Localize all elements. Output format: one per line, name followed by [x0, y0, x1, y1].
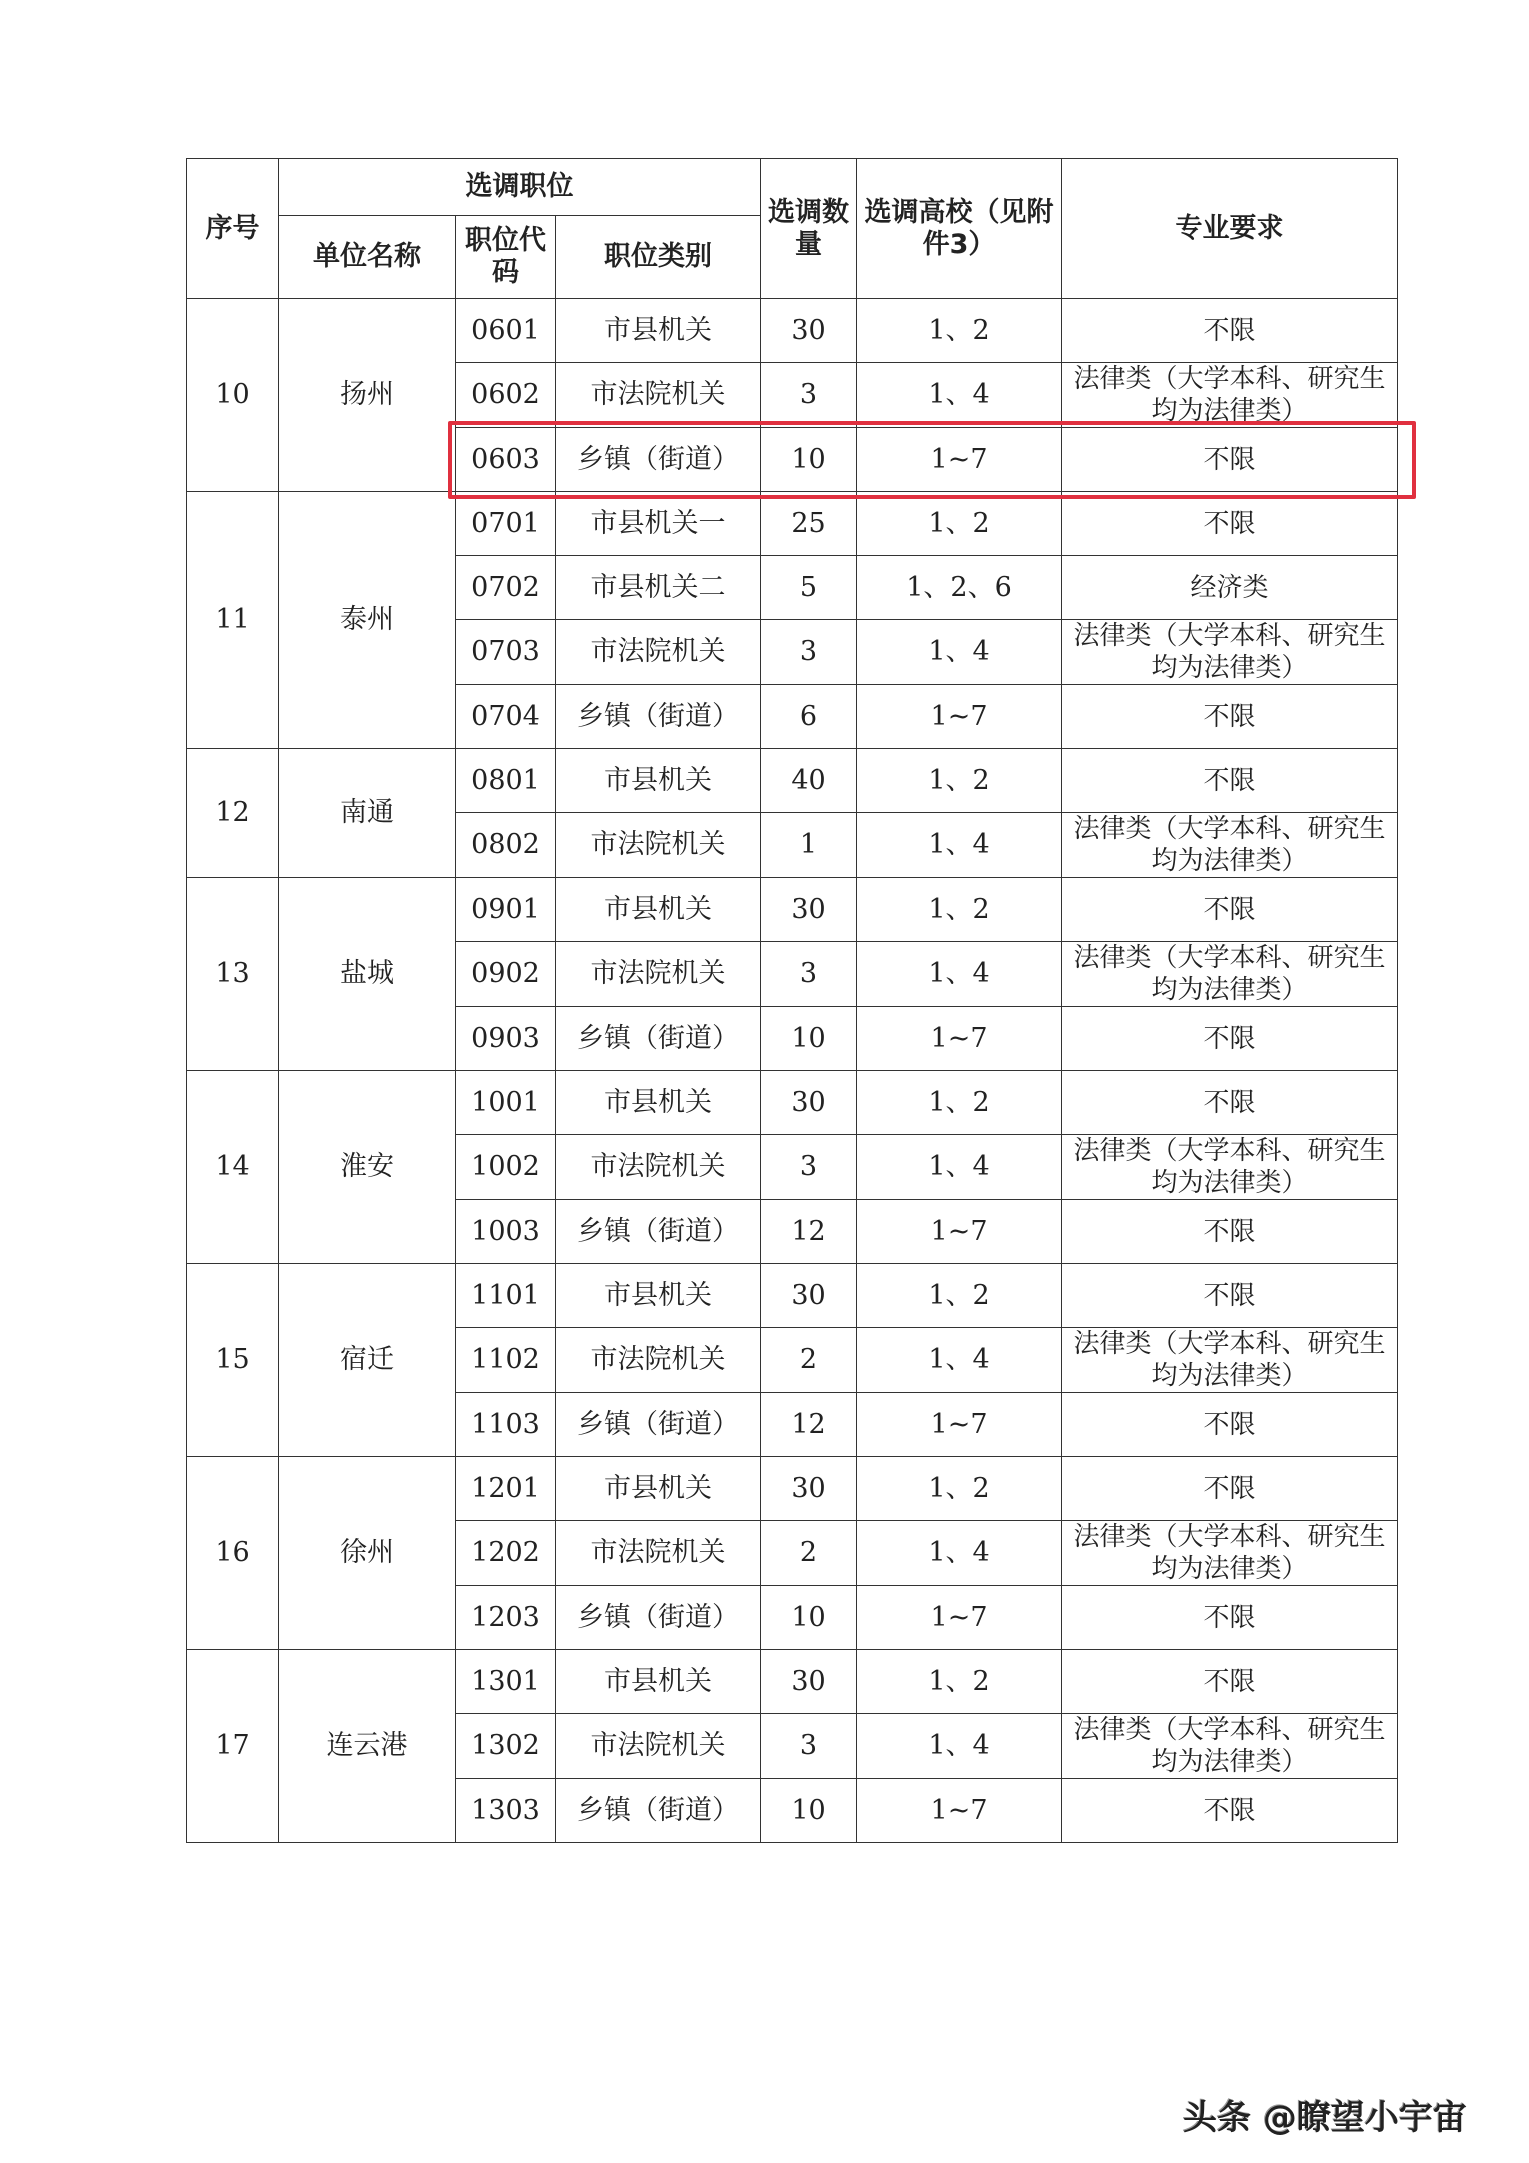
schools-cell: 1、2 [857, 1071, 1062, 1135]
schools-cell: 1、2、6 [857, 556, 1062, 620]
schools-cell: 1、4 [857, 1714, 1062, 1779]
count-cell: 6 [761, 685, 857, 749]
schools-cell: 1、2 [857, 299, 1062, 363]
major-cell: 不限 [1062, 1200, 1398, 1264]
count-cell: 30 [761, 1071, 857, 1135]
unit-cell: 南通 [279, 749, 456, 878]
header-unit: 单位名称 [279, 216, 456, 299]
category-cell: 市县机关 [556, 1264, 761, 1328]
code-cell: 1103 [456, 1393, 556, 1457]
unit-cell: 徐州 [279, 1457, 456, 1650]
code-cell: 0903 [456, 1007, 556, 1071]
major-cell: 不限 [1062, 1007, 1398, 1071]
schools-cell: 1、2 [857, 1264, 1062, 1328]
code-cell: 1203 [456, 1586, 556, 1650]
code-cell: 1002 [456, 1135, 556, 1200]
schools-cell: 1、2 [857, 878, 1062, 942]
major-cell: 不限 [1062, 1393, 1398, 1457]
code-cell: 0902 [456, 942, 556, 1007]
category-cell: 市县机关一 [556, 492, 761, 556]
category-cell: 市县机关 [556, 299, 761, 363]
major-cell: 不限 [1062, 685, 1398, 749]
code-cell: 0603 [456, 428, 556, 492]
schools-cell: 1~7 [857, 1586, 1062, 1650]
seq-cell: 16 [187, 1457, 279, 1650]
category-cell: 市县机关二 [556, 556, 761, 620]
category-cell: 市县机关 [556, 749, 761, 813]
header-count: 选调数量 [761, 159, 857, 299]
table-row [187, 492, 1398, 556]
major-cell: 不限 [1062, 299, 1398, 363]
category-cell: 市法院机关 [556, 620, 761, 685]
major-cell: 法律类（大学本科、研究生均为法律类） [1062, 1714, 1398, 1779]
count-cell: 30 [761, 1264, 857, 1328]
code-cell: 1101 [456, 1264, 556, 1328]
schools-cell: 1、2 [857, 492, 1062, 556]
category-cell: 市法院机关 [556, 1135, 761, 1200]
category-cell: 乡镇（街道） [556, 1007, 761, 1071]
table-row [187, 1650, 1398, 1714]
category-cell: 市法院机关 [556, 1714, 761, 1779]
major-cell: 不限 [1062, 1650, 1398, 1714]
count-cell: 30 [761, 299, 857, 363]
seq-cell: 11 [187, 492, 279, 749]
major-cell: 不限 [1062, 878, 1398, 942]
count-cell: 2 [761, 1521, 857, 1586]
schools-cell: 1、2 [857, 1457, 1062, 1521]
schools-cell: 1、4 [857, 620, 1062, 685]
schools-cell: 1~7 [857, 428, 1062, 492]
major-cell: 法律类（大学本科、研究生均为法律类） [1062, 1521, 1398, 1586]
table-row [187, 1457, 1398, 1521]
table-row [187, 1071, 1398, 1135]
code-cell: 0704 [456, 685, 556, 749]
seq-cell: 12 [187, 749, 279, 878]
position-table [186, 158, 1398, 1843]
category-cell: 市法院机关 [556, 942, 761, 1007]
count-cell: 3 [761, 620, 857, 685]
watermark: 头条 @瞭望小宇宙 [1183, 2098, 1467, 2138]
major-cell: 经济类 [1062, 556, 1398, 620]
header-category: 职位类别 [556, 216, 761, 299]
highlight-box [448, 421, 1416, 499]
table-row [187, 1264, 1398, 1328]
code-cell: 1302 [456, 1714, 556, 1779]
code-cell: 0701 [456, 492, 556, 556]
code-cell: 1202 [456, 1521, 556, 1586]
header-code: 职位代码 [456, 216, 556, 299]
category-cell: 乡镇（街道） [556, 685, 761, 749]
category-cell: 市法院机关 [556, 1521, 761, 1586]
table-row [187, 749, 1398, 813]
code-cell: 1003 [456, 1200, 556, 1264]
header-major: 专业要求 [1062, 159, 1398, 299]
code-cell: 0801 [456, 749, 556, 813]
table-row [187, 299, 1398, 363]
table-row [187, 878, 1398, 942]
schools-cell: 1、4 [857, 1328, 1062, 1393]
count-cell: 1 [761, 813, 857, 878]
code-cell: 1102 [456, 1328, 556, 1393]
count-cell: 3 [761, 942, 857, 1007]
unit-cell: 扬州 [279, 299, 456, 492]
major-cell: 法律类（大学本科、研究生均为法律类） [1062, 1328, 1398, 1393]
count-cell: 2 [761, 1328, 857, 1393]
major-cell: 法律类（大学本科、研究生均为法律类） [1062, 942, 1398, 1007]
schools-cell: 1、4 [857, 942, 1062, 1007]
count-cell: 3 [761, 363, 857, 428]
major-cell: 法律类（大学本科、研究生均为法律类） [1062, 363, 1398, 428]
count-cell: 30 [761, 878, 857, 942]
category-cell: 市县机关 [556, 878, 761, 942]
count-cell: 12 [761, 1200, 857, 1264]
seq-cell: 17 [187, 1650, 279, 1843]
header-schools: 选调高校（见附件3） [857, 159, 1062, 299]
count-cell: 3 [761, 1714, 857, 1779]
count-cell: 10 [761, 1779, 857, 1843]
code-cell: 1001 [456, 1071, 556, 1135]
category-cell: 乡镇（街道） [556, 1586, 761, 1650]
count-cell: 3 [761, 1135, 857, 1200]
code-cell: 0601 [456, 299, 556, 363]
major-cell: 不限 [1062, 1779, 1398, 1843]
major-cell: 不限 [1062, 1071, 1398, 1135]
schools-cell: 1、4 [857, 813, 1062, 878]
category-cell: 乡镇（街道） [556, 428, 761, 492]
category-cell: 市法院机关 [556, 363, 761, 428]
major-cell: 不限 [1062, 1264, 1398, 1328]
code-cell: 0802 [456, 813, 556, 878]
major-cell: 法律类（大学本科、研究生均为法律类） [1062, 620, 1398, 685]
major-cell: 不限 [1062, 749, 1398, 813]
schools-cell: 1、4 [857, 1521, 1062, 1586]
category-cell: 市县机关 [556, 1457, 761, 1521]
header-seq: 序号 [187, 159, 279, 299]
count-cell: 25 [761, 492, 857, 556]
major-cell: 不限 [1062, 1586, 1398, 1650]
count-cell: 10 [761, 428, 857, 492]
code-cell: 0602 [456, 363, 556, 428]
major-cell: 法律类（大学本科、研究生均为法律类） [1062, 1135, 1398, 1200]
code-cell: 0703 [456, 620, 556, 685]
category-cell: 乡镇（街道） [556, 1200, 761, 1264]
code-cell: 1201 [456, 1457, 556, 1521]
seq-cell: 14 [187, 1071, 279, 1264]
schools-cell: 1、4 [857, 1135, 1062, 1200]
count-cell: 12 [761, 1393, 857, 1457]
category-cell: 市法院机关 [556, 1328, 761, 1393]
count-cell: 30 [761, 1457, 857, 1521]
schools-cell: 1、2 [857, 1650, 1062, 1714]
schools-cell: 1~7 [857, 685, 1062, 749]
schools-cell: 1、2 [857, 749, 1062, 813]
major-cell: 不限 [1062, 492, 1398, 556]
count-cell: 5 [761, 556, 857, 620]
seq-cell: 13 [187, 878, 279, 1071]
category-cell: 市县机关 [556, 1650, 761, 1714]
code-cell: 1301 [456, 1650, 556, 1714]
count-cell: 30 [761, 1650, 857, 1714]
seq-cell: 10 [187, 299, 279, 492]
category-cell: 市县机关 [556, 1071, 761, 1135]
schools-cell: 1~7 [857, 1393, 1062, 1457]
schools-cell: 1、4 [857, 363, 1062, 428]
category-cell: 乡镇（街道） [556, 1779, 761, 1843]
major-cell: 法律类（大学本科、研究生均为法律类） [1062, 813, 1398, 878]
schools-cell: 1~7 [857, 1200, 1062, 1264]
schools-cell: 1~7 [857, 1779, 1062, 1843]
schools-cell: 1~7 [857, 1007, 1062, 1071]
seq-cell: 15 [187, 1264, 279, 1457]
code-cell: 0901 [456, 878, 556, 942]
unit-cell: 连云港 [279, 1650, 456, 1843]
unit-cell: 淮安 [279, 1071, 456, 1264]
count-cell: 10 [761, 1007, 857, 1071]
unit-cell: 泰州 [279, 492, 456, 749]
count-cell: 40 [761, 749, 857, 813]
unit-cell: 盐城 [279, 878, 456, 1071]
code-cell: 1303 [456, 1779, 556, 1843]
count-cell: 10 [761, 1586, 857, 1650]
major-cell: 不限 [1062, 1457, 1398, 1521]
category-cell: 市法院机关 [556, 813, 761, 878]
code-cell: 0702 [456, 556, 556, 620]
header-position: 选调职位 [279, 159, 761, 216]
category-cell: 乡镇（街道） [556, 1393, 761, 1457]
unit-cell: 宿迁 [279, 1264, 456, 1457]
major-cell: 不限 [1062, 428, 1398, 492]
